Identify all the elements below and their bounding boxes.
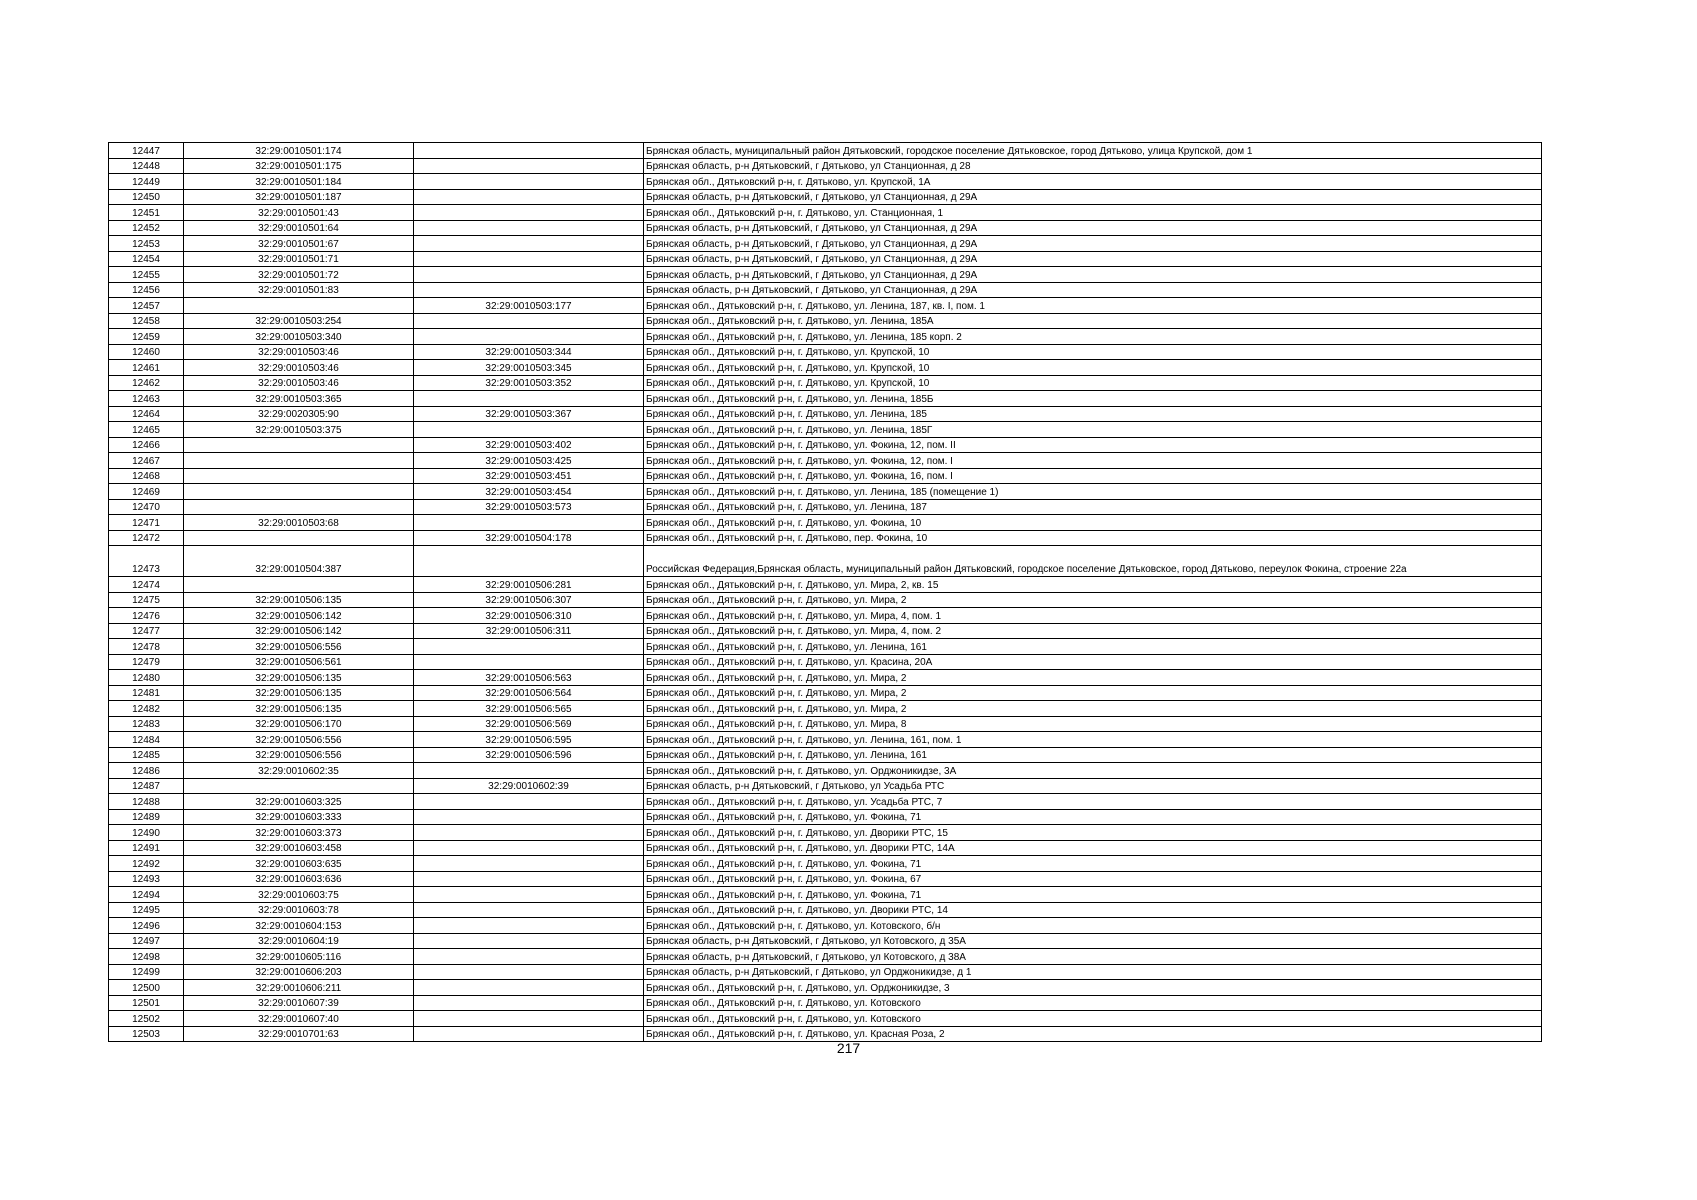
cadastral-number-secondary-cell: 32:29:0010506:564 — [414, 685, 644, 701]
address-cell: Брянская область, р-н Дятьковский, г Дятьково, ул Станционная, д 29А — [644, 267, 1542, 283]
cadastral-number-cell: 32:29:0010604:19 — [184, 933, 414, 949]
cadastral-number-secondary-cell — [414, 1011, 644, 1027]
address-cell: Брянская обл., Дятьковский р-н, г. Дятьково, ул. Ленина, 161, пом. 1 — [644, 732, 1542, 748]
row-number-cell: 12497 — [109, 933, 184, 949]
cadastral-number-cell: 32:29:0010506:561 — [184, 654, 414, 670]
row-number-cell: 12463 — [109, 391, 184, 407]
address-cell: Брянская обл., Дятьковский р-н, г. Дятьково, ул. Ленина, 185Г — [644, 422, 1542, 438]
table-row — [109, 205, 1542, 221]
row-number-cell: 12469 — [109, 484, 184, 500]
table-row — [109, 530, 1542, 546]
address-cell: Брянская область, муниципальный район Дятьковский, городское поселение Дятьковское, город Дятьково, улица Крупской, дом 1 — [644, 143, 1542, 159]
table-row — [109, 825, 1542, 841]
row-number-cell: 12488 — [109, 794, 184, 810]
cadastral-number-secondary-cell — [414, 856, 644, 872]
table-row — [109, 437, 1542, 453]
cadastral-number-cell: 32:29:0010606:203 — [184, 964, 414, 980]
address-cell: Брянская обл., Дятьковский р-н, г. Дятьково, ул. Фокина, 10 — [644, 515, 1542, 531]
table-row — [109, 220, 1542, 236]
cadastral-number-secondary-cell — [414, 995, 644, 1011]
row-number-cell: 12502 — [109, 1011, 184, 1027]
cadastral-number-cell — [184, 484, 414, 500]
cadastral-number-secondary-cell — [414, 158, 644, 174]
address-cell: Брянская обл., Дятьковский р-н, г. Дятьково, ул. Мира, 2 — [644, 670, 1542, 686]
cadastral-number-cell: 32:29:0010503:254 — [184, 313, 414, 329]
cadastral-number-cell: 32:29:0010501:72 — [184, 267, 414, 283]
table-row — [109, 701, 1542, 717]
cadastral-number-secondary-cell — [414, 174, 644, 190]
cadastral-number-cell — [184, 468, 414, 484]
row-number-cell: 12450 — [109, 189, 184, 205]
address-cell: Брянская обл., Дятьковский р-н, г. Дятьково, ул. Крупской, 1А — [644, 174, 1542, 190]
address-cell: Брянская обл., Дятьковский р-н, г. Дятьково, ул. Мира, 2, кв. 15 — [644, 577, 1542, 593]
address-cell: Брянская обл., Дятьковский р-н, г. Дятьково, ул. Ленина, 185 корп. 2 — [644, 329, 1542, 345]
table-row — [109, 251, 1542, 267]
cadastral-number-secondary-cell — [414, 220, 644, 236]
table-row — [109, 794, 1542, 810]
cadastral-number-secondary-cell: 32:29:0010506:310 — [414, 608, 644, 624]
row-number-cell: 12490 — [109, 825, 184, 841]
row-number-cell: 12491 — [109, 840, 184, 856]
address-cell: Брянская область, р-н Дятьковский, г Дятьково, ул Станционная, д 29А — [644, 220, 1542, 236]
cadastral-number-secondary-cell — [414, 964, 644, 980]
address-cell: Брянская обл., Дятьковский р-н, г. Дятьково, ул. Крупской, 10 — [644, 344, 1542, 360]
table-row — [109, 360, 1542, 376]
table-row — [109, 778, 1542, 794]
cadastral-number-cell: 32:29:0010607:39 — [184, 995, 414, 1011]
row-number-cell: 12468 — [109, 468, 184, 484]
cadastral-number-secondary-cell: 32:29:0010506:281 — [414, 577, 644, 593]
table-row — [109, 344, 1542, 360]
cadastral-number-cell: 32:29:0010501:187 — [184, 189, 414, 205]
table-row — [109, 406, 1542, 422]
cadastral-number-cell: 32:29:0010501:43 — [184, 205, 414, 221]
row-number-cell: 12451 — [109, 205, 184, 221]
table-row — [109, 391, 1542, 407]
address-cell: Брянская обл., Дятьковский р-н, г. Дятьково, ул. Ленина, 187 — [644, 499, 1542, 515]
row-number-cell: 12492 — [109, 856, 184, 872]
cadastral-number-cell: 32:29:0010506:556 — [184, 747, 414, 763]
row-number-cell: 12460 — [109, 344, 184, 360]
cadastral-number-secondary-cell: 32:29:0010503:345 — [414, 360, 644, 376]
cadastral-number-secondary-cell: 32:29:0010506:563 — [414, 670, 644, 686]
cadastral-number-cell: 32:29:0010603:75 — [184, 887, 414, 903]
table-row — [109, 174, 1542, 190]
cadastral-number-cell: 32:29:0010503:375 — [184, 422, 414, 438]
cadastral-number-secondary-cell: 32:29:0010602:39 — [414, 778, 644, 794]
cadastral-number-secondary-cell — [414, 794, 644, 810]
address-cell: Брянская обл., Дятьковский р-н, г. Дятьково, ул. Фокина, 71 — [644, 887, 1542, 903]
cadastral-number-cell: 32:29:0010604:153 — [184, 918, 414, 934]
row-number-cell: 12493 — [109, 871, 184, 887]
row-number-cell: 12466 — [109, 437, 184, 453]
row-number-cell: 12481 — [109, 685, 184, 701]
cadastral-number-cell: 32:29:0010501:71 — [184, 251, 414, 267]
address-cell: Брянская обл., Дятьковский р-н, г. Дятьково, пер. Фокина, 10 — [644, 530, 1542, 546]
cadastral-number-secondary-cell — [414, 251, 644, 267]
cadastral-number-secondary-cell — [414, 267, 644, 283]
table-row — [109, 329, 1542, 345]
table-row — [109, 143, 1542, 159]
cadastral-number-cell: 32:29:0020305:90 — [184, 406, 414, 422]
cadastral-number-secondary-cell — [414, 313, 644, 329]
cadastral-number-cell: 32:29:0010606:211 — [184, 980, 414, 996]
cadastral-number-cell: 32:29:0010605:116 — [184, 949, 414, 965]
address-cell: Брянская обл., Дятьковский р-н, г. Дятьково, ул. Мира, 2 — [644, 592, 1542, 608]
address-cell: Брянская обл., Дятьковский р-н, г. Дятьково, ул. Фокина, 12, пом. I — [644, 453, 1542, 469]
cadastral-number-cell: 32:29:0010501:64 — [184, 220, 414, 236]
row-number-cell: 12500 — [109, 980, 184, 996]
row-number-cell: 12480 — [109, 670, 184, 686]
row-number-cell: 12465 — [109, 422, 184, 438]
cadastral-number-cell — [184, 530, 414, 546]
table-row — [109, 623, 1542, 639]
cadastral-number-secondary-cell — [414, 654, 644, 670]
address-cell: Брянская обл., Дятьковский р-н, г. Дятьково, ул. Фокина, 12, пом. II — [644, 437, 1542, 453]
cadastral-number-secondary-cell: 32:29:0010506:569 — [414, 716, 644, 732]
row-number-cell: 12448 — [109, 158, 184, 174]
address-cell: Брянская обл., Дятьковский р-н, г. Дятьково, ул. Орджоникидзе, 3 — [644, 980, 1542, 996]
row-number-cell: 12455 — [109, 267, 184, 283]
cadastral-number-secondary-cell — [414, 840, 644, 856]
table-row — [109, 515, 1542, 531]
row-number-cell: 12495 — [109, 902, 184, 918]
cadastral-number-secondary-cell: 32:29:0010506:565 — [414, 701, 644, 717]
row-number-cell: 12503 — [109, 1026, 184, 1042]
row-number-cell: 12472 — [109, 530, 184, 546]
cadastral-number-secondary-cell: 32:29:0010503:454 — [414, 484, 644, 500]
address-cell: Брянская область, р-н Дятьковский, г Дятьково, ул Котовского, д 35А — [644, 933, 1542, 949]
cadastral-number-secondary-cell — [414, 546, 644, 577]
table-row — [109, 871, 1542, 887]
cadastral-number-cell: 32:29:0010501:184 — [184, 174, 414, 190]
address-cell: Брянская обл., Дятьковский р-н, г. Дятьково, ул. Крупской, 10 — [644, 360, 1542, 376]
cadastral-number-secondary-cell: 32:29:0010503:402 — [414, 437, 644, 453]
row-number-cell: 12496 — [109, 918, 184, 934]
row-number-cell: 12454 — [109, 251, 184, 267]
row-number-cell: 12447 — [109, 143, 184, 159]
row-number-cell: 12459 — [109, 329, 184, 345]
cadastral-number-secondary-cell: 32:29:0010503:451 — [414, 468, 644, 484]
address-cell: Брянская обл., Дятьковский р-н, г. Дятьково, ул. Фокина, 71 — [644, 856, 1542, 872]
table-row — [109, 298, 1542, 314]
row-number-cell: 12479 — [109, 654, 184, 670]
address-cell: Брянская обл., Дятьковский р-н, г. Дятьково, ул. Котовского — [644, 995, 1542, 1011]
row-number-cell: 12452 — [109, 220, 184, 236]
table-row — [109, 747, 1542, 763]
table-row — [109, 685, 1542, 701]
table-row — [109, 236, 1542, 252]
cadastral-number-cell: 32:29:0010603:458 — [184, 840, 414, 856]
row-number-cell: 12498 — [109, 949, 184, 965]
table-row — [109, 639, 1542, 655]
cadastral-number-secondary-cell — [414, 825, 644, 841]
row-number-cell: 12453 — [109, 236, 184, 252]
row-number-cell: 12486 — [109, 763, 184, 779]
row-number-cell: 12477 — [109, 623, 184, 639]
table-row — [109, 375, 1542, 391]
row-number-cell: 12499 — [109, 964, 184, 980]
cadastral-number-secondary-cell: 32:29:0010503:344 — [414, 344, 644, 360]
address-cell: Брянская обл., Дятьковский р-н, г. Дятьково, ул. Ленина, 185 (помещение 1) — [644, 484, 1542, 500]
address-cell: Брянская обл., Дятьковский р-н, г. Дятьково, ул. Мира, 2 — [644, 701, 1542, 717]
row-number-cell: 12449 — [109, 174, 184, 190]
cadastral-number-secondary-cell: 32:29:0010503:352 — [414, 375, 644, 391]
table-row — [109, 918, 1542, 934]
address-cell: Брянская обл., Дятьковский р-н, г. Дятьково, ул. Котовского — [644, 1011, 1542, 1027]
row-number-cell: 12473 — [109, 546, 184, 577]
table-row — [109, 313, 1542, 329]
cadastral-number-secondary-cell — [414, 949, 644, 965]
cadastral-number-cell: 32:29:0010506:556 — [184, 732, 414, 748]
cadastral-number-secondary-cell — [414, 902, 644, 918]
table-row — [109, 902, 1542, 918]
address-cell: Брянская обл., Дятьковский р-н, г. Дятьково, ул. Фокина, 71 — [644, 809, 1542, 825]
cadastral-number-cell: 32:29:0010501:67 — [184, 236, 414, 252]
address-cell: Брянская обл., Дятьковский р-н, г. Дятьково, ул. Котовского, б/н — [644, 918, 1542, 934]
address-cell: Брянская область, р-н Дятьковский, г Дятьково, ул Усадьба РТС — [644, 778, 1542, 794]
row-number-cell: 12494 — [109, 887, 184, 903]
address-cell: Брянская обл., Дятьковский р-н, г. Дятьково, ул. Ленина, 187, кв. I, пом. 1 — [644, 298, 1542, 314]
cadastral-number-secondary-cell: 32:29:0010506:595 — [414, 732, 644, 748]
cadastral-number-cell: 32:29:0010501:175 — [184, 158, 414, 174]
table-row — [109, 995, 1542, 1011]
row-number-cell: 12461 — [109, 360, 184, 376]
row-number-cell: 12484 — [109, 732, 184, 748]
table-row — [109, 654, 1542, 670]
cadastral-number-cell: 32:29:0010603:635 — [184, 856, 414, 872]
address-cell: Брянская обл., Дятьковский р-н, г. Дятьково, ул. Ленина, 185А — [644, 313, 1542, 329]
table-row — [109, 980, 1542, 996]
cadastral-number-cell — [184, 437, 414, 453]
cadastral-number-cell — [184, 577, 414, 593]
table-row — [109, 809, 1542, 825]
cadastral-number-cell: 32:29:0010503:340 — [184, 329, 414, 345]
address-cell: Брянская область, р-н Дятьковский, г Дятьково, ул Станционная, д 29А — [644, 236, 1542, 252]
cadastral-number-cell — [184, 453, 414, 469]
cadastral-number-cell: 32:29:0010603:333 — [184, 809, 414, 825]
cadastral-number-secondary-cell — [414, 918, 644, 934]
row-number-cell: 12457 — [109, 298, 184, 314]
cadastral-number-secondary-cell: 32:29:0010503:177 — [414, 298, 644, 314]
table-row — [109, 732, 1542, 748]
cadastral-number-cell: 32:29:0010701:63 — [184, 1026, 414, 1042]
cadastral-number-secondary-cell — [414, 143, 644, 159]
address-cell: Брянская обл., Дятьковский р-н, г. Дятьково, ул. Орджоникидзе, 3А — [644, 763, 1542, 779]
row-number-cell: 12476 — [109, 608, 184, 624]
cadastral-number-cell: 32:29:0010506:135 — [184, 592, 414, 608]
cadastral-number-secondary-cell — [414, 236, 644, 252]
cadastral-number-secondary-cell: 32:29:0010503:573 — [414, 499, 644, 515]
cadastral-number-secondary-cell — [414, 980, 644, 996]
address-cell: Брянская обл., Дятьковский р-н, г. Дятьково, ул. Крупской, 10 — [644, 375, 1542, 391]
address-cell: Брянская обл., Дятьковский р-н, г. Дятьково, ул. Мира, 4, пом. 1 — [644, 608, 1542, 624]
row-number-cell: 12474 — [109, 577, 184, 593]
table-row — [109, 949, 1542, 965]
table-row — [109, 1011, 1542, 1027]
cadastral-number-cell: 32:29:0010501:83 — [184, 282, 414, 298]
cadastral-number-secondary-cell: 32:29:0010506:596 — [414, 747, 644, 763]
table-row — [109, 933, 1542, 949]
cadastral-number-cell: 32:29:0010504:387 — [184, 546, 414, 577]
cadastral-number-secondary-cell: 32:29:0010503:367 — [414, 406, 644, 422]
cadastral-number-cell: 32:29:0010506:135 — [184, 685, 414, 701]
cadastral-number-cell: 32:29:0010503:365 — [184, 391, 414, 407]
cadastral-number-cell: 32:29:0010501:174 — [184, 143, 414, 159]
cadastral-number-secondary-cell — [414, 887, 644, 903]
row-number-cell: 12501 — [109, 995, 184, 1011]
address-cell: Российская Федерация,Брянская область, муниципальный район Дятьковский, городское поселение Дятьковское, город Дятьково, переулок Фокина, строение 22а — [644, 546, 1542, 577]
table-row — [109, 964, 1542, 980]
table-row — [109, 546, 1542, 577]
cadastral-number-cell: 32:29:0010503:46 — [184, 360, 414, 376]
address-cell: Брянская обл., Дятьковский р-н, г. Дятьково, ул. Ленина, 185Б — [644, 391, 1542, 407]
cadastral-number-secondary-cell: 32:29:0010506:307 — [414, 592, 644, 608]
address-cell: Брянская область, р-н Дятьковский, г Дятьково, ул Станционная, д 29А — [644, 251, 1542, 267]
registry-table-body — [109, 143, 1542, 1042]
cadastral-number-cell: 32:29:0010603:325 — [184, 794, 414, 810]
cadastral-number-cell: 32:29:0010506:135 — [184, 701, 414, 717]
address-cell: Брянская обл., Дятьковский р-н, г. Дятьково, ул. Усадьба РТС, 7 — [644, 794, 1542, 810]
cadastral-number-cell — [184, 298, 414, 314]
cadastral-number-secondary-cell: 32:29:0010504:178 — [414, 530, 644, 546]
address-cell: Брянская обл., Дятьковский р-н, г. Дятьково, ул. Дворики РТС, 14А — [644, 840, 1542, 856]
row-number-cell: 12471 — [109, 515, 184, 531]
address-cell: Брянская обл., Дятьковский р-н, г. Дятьково, ул. Красина, 20А — [644, 654, 1542, 670]
cadastral-number-secondary-cell — [414, 282, 644, 298]
table-row — [109, 716, 1542, 732]
table-row — [109, 840, 1542, 856]
cadastral-number-cell: 32:29:0010602:35 — [184, 763, 414, 779]
table-row — [109, 608, 1542, 624]
cadastral-number-secondary-cell — [414, 763, 644, 779]
address-cell: Брянская обл., Дятьковский р-н, г. Дятьково, ул. Дворики РТС, 14 — [644, 902, 1542, 918]
cadastral-number-secondary-cell: 32:29:0010506:311 — [414, 623, 644, 639]
row-number-cell: 12467 — [109, 453, 184, 469]
cadastral-number-secondary-cell: 32:29:0010503:425 — [414, 453, 644, 469]
cadastral-number-secondary-cell — [414, 391, 644, 407]
row-number-cell: 12489 — [109, 809, 184, 825]
cadastral-number-cell: 32:29:0010503:46 — [184, 344, 414, 360]
address-cell: Брянская обл., Дятьковский р-н, г. Дятьково, ул. Ленина, 161 — [644, 747, 1542, 763]
cadastral-number-secondary-cell — [414, 205, 644, 221]
cadastral-number-cell: 32:29:0010603:636 — [184, 871, 414, 887]
cadastral-number-secondary-cell — [414, 933, 644, 949]
row-number-cell: 12458 — [109, 313, 184, 329]
address-cell: Брянская обл., Дятьковский р-н, г. Дятьково, ул. Мира, 4, пом. 2 — [644, 623, 1542, 639]
cadastral-number-secondary-cell — [414, 422, 644, 438]
cadastral-number-cell: 32:29:0010506:142 — [184, 623, 414, 639]
row-number-cell: 12482 — [109, 701, 184, 717]
address-cell: Брянская обл., Дятьковский р-н, г. Дятьково, ул. Станционная, 1 — [644, 205, 1542, 221]
address-cell: Брянская обл., Дятьковский р-н, г. Дятьково, ул. Мира, 2 — [644, 685, 1542, 701]
table-row — [109, 453, 1542, 469]
table-row — [109, 856, 1542, 872]
cadastral-number-cell: 32:29:0010503:46 — [184, 375, 414, 391]
table-row — [109, 267, 1542, 283]
table-row — [109, 592, 1542, 608]
cadastral-number-cell: 32:29:0010503:68 — [184, 515, 414, 531]
address-cell: Брянская область, р-н Дятьковский, г Дятьково, ул Котовского, д 38А — [644, 949, 1542, 965]
page-number: 217 — [836, 1040, 861, 1056]
table-row — [109, 468, 1542, 484]
table-row — [109, 189, 1542, 205]
row-number-cell: 12483 — [109, 716, 184, 732]
address-cell: Брянская область, р-н Дятьковский, г Дятьково, ул Станционная, д 29А — [644, 189, 1542, 205]
cadastral-number-cell: 32:29:0010506:142 — [184, 608, 414, 624]
row-number-cell: 12464 — [109, 406, 184, 422]
cadastral-number-cell — [184, 778, 414, 794]
row-number-cell: 12470 — [109, 499, 184, 515]
table-row — [109, 577, 1542, 593]
table-row — [109, 484, 1542, 500]
address-cell: Брянская область, р-н Дятьковский, г Дятьково, ул Станционная, д 29А — [644, 282, 1542, 298]
address-cell: Брянская обл., Дятьковский р-н, г. Дятьково, ул. Мира, 8 — [644, 716, 1542, 732]
cadastral-number-secondary-cell — [414, 515, 644, 531]
address-cell: Брянская область, р-н Дятьковский, г Дятьково, ул Орджоникидзе, д 1 — [644, 964, 1542, 980]
cadastral-number-cell: 32:29:0010506:170 — [184, 716, 414, 732]
address-cell: Брянская обл., Дятьковский р-н, г. Дятьково, ул. Фокина, 67 — [644, 871, 1542, 887]
cadastral-number-cell — [184, 499, 414, 515]
table-row — [109, 763, 1542, 779]
cadastral-number-secondary-cell — [414, 871, 644, 887]
table-row — [109, 282, 1542, 298]
address-cell: Брянская обл., Дятьковский р-н, г. Дятьково, ул. Красная Роза, 2 — [644, 1026, 1542, 1042]
cadastral-number-secondary-cell — [414, 329, 644, 345]
cadastral-number-secondary-cell — [414, 639, 644, 655]
row-number-cell: 12456 — [109, 282, 184, 298]
row-number-cell: 12485 — [109, 747, 184, 763]
address-cell: Брянская обл., Дятьковский р-н, г. Дятьково, ул. Дворики РТС, 15 — [644, 825, 1542, 841]
table-row — [109, 422, 1542, 438]
address-cell: Брянская обл., Дятьковский р-н, г. Дятьково, ул. Фокина, 16, пом. I — [644, 468, 1542, 484]
address-cell: Брянская область, р-н Дятьковский, г Дятьково, ул Станционная, д 28 — [644, 158, 1542, 174]
registry-table — [108, 142, 1542, 1042]
cadastral-number-secondary-cell — [414, 809, 644, 825]
row-number-cell: 12487 — [109, 778, 184, 794]
table-row — [109, 670, 1542, 686]
row-number-cell: 12462 — [109, 375, 184, 391]
cadastral-number-cell: 32:29:0010607:40 — [184, 1011, 414, 1027]
address-cell: Брянская обл., Дятьковский р-н, г. Дятьково, ул. Ленина, 185 — [644, 406, 1542, 422]
table-row — [109, 499, 1542, 515]
row-number-cell: 12478 — [109, 639, 184, 655]
table-row — [109, 887, 1542, 903]
cadastral-number-secondary-cell — [414, 189, 644, 205]
cadastral-number-cell: 32:29:0010603:373 — [184, 825, 414, 841]
row-number-cell: 12475 — [109, 592, 184, 608]
address-cell: Брянская обл., Дятьковский р-н, г. Дятьково, ул. Ленина, 161 — [644, 639, 1542, 655]
cadastral-number-cell: 32:29:0010603:78 — [184, 902, 414, 918]
cadastral-number-cell: 32:29:0010506:556 — [184, 639, 414, 655]
table-row — [109, 158, 1542, 174]
cadastral-number-cell: 32:29:0010506:135 — [184, 670, 414, 686]
